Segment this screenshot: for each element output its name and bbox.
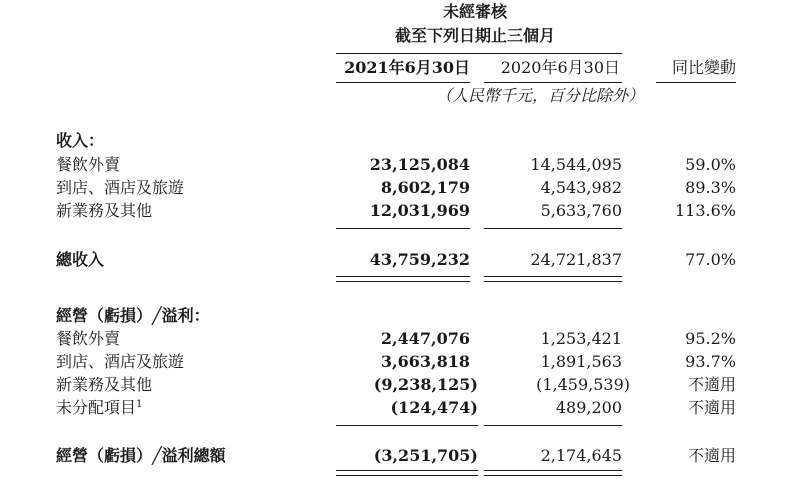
total-operating-2021: (3,251,705) [373,446,478,465]
total-revenue-label: 總收入 [56,250,105,269]
revenue-change: 113.6% [674,201,736,220]
col-rule-change [656,82,736,83]
header-rule [336,53,622,54]
operating-label [56,400,142,416]
total-rule-2020 [484,470,622,476]
col-rule-2020 [484,82,622,83]
revenue-change: 59.0% [685,155,736,174]
revenue-label: 餐飲外賣 [56,155,121,174]
revenue-label: 新業務及其他 [56,201,153,220]
total-rule-2021 [336,276,470,282]
col-header-2020: 2020年6月30日 [500,58,620,77]
operating-2020: 1,891,563 [540,352,622,371]
operating-label: 到店、酒店及旅遊 [56,352,185,371]
operating-2020: 489,200 [555,398,622,417]
operating-change: 不適用 [687,398,736,417]
operating-label: 新業務及其他 [56,375,153,394]
operating-2021: (124,474) [390,398,478,417]
operating-2021: 2,447,076 [380,329,470,348]
operating-2020: (1,459,539) [536,375,630,394]
subtotal-rule-2021 [336,228,470,229]
unit-note: （人民幣千元，百分比除外） [435,86,644,105]
revenue-2020: 14,544,095 [530,155,622,174]
total-revenue-2020: 24,721,837 [530,250,622,269]
operating-2021: (9,238,125) [373,375,478,394]
total-revenue-change: 77.0% [685,250,736,269]
revenue-heading: 收入： [56,131,105,150]
total-revenue-2021: 43,759,232 [369,250,470,269]
footnote-marker: 1 [136,399,143,410]
subtotal-rule-2020 [484,425,622,426]
total-operating-label: 經營（虧損）╱溢利總額 [56,446,226,465]
total-rule-2021 [336,470,478,476]
col-header-change: 同比變動 [671,58,736,77]
total-operating-2020: 2,174,645 [540,446,622,465]
subtotal-rule-2021 [336,425,478,426]
subtotal-rule-2020 [484,228,622,229]
operating-label-text: 未分配項目 [56,398,137,417]
revenue-2021: 23,125,084 [369,155,470,174]
header-period: 截至下列日期止三個月 [394,26,555,45]
operating-2021: 3,663,818 [380,352,470,371]
revenue-label: 到店、酒店及旅遊 [56,178,185,197]
revenue-2020: 5,633,760 [540,201,622,220]
operating-change: 不適用 [687,375,736,394]
revenue-2021: 8,602,179 [380,178,470,197]
revenue-change: 89.3% [685,178,736,197]
operating-heading: 經營（虧損）╱溢利： [56,306,210,325]
operating-change: 93.7% [685,352,736,371]
col-rule-2021 [336,82,470,83]
header-title: 未經審核 [442,2,507,21]
operating-2020: 1,253,421 [540,329,622,348]
total-rule-2020 [484,276,622,282]
revenue-2020: 4,543,982 [540,178,622,197]
revenue-2021: 12,031,969 [369,201,470,220]
operating-label: 餐飲外賣 [56,329,121,348]
total-operating-change: 不適用 [687,446,736,465]
col-header-2021: 2021年6月30日 [344,58,470,77]
operating-change: 95.2% [685,329,736,348]
